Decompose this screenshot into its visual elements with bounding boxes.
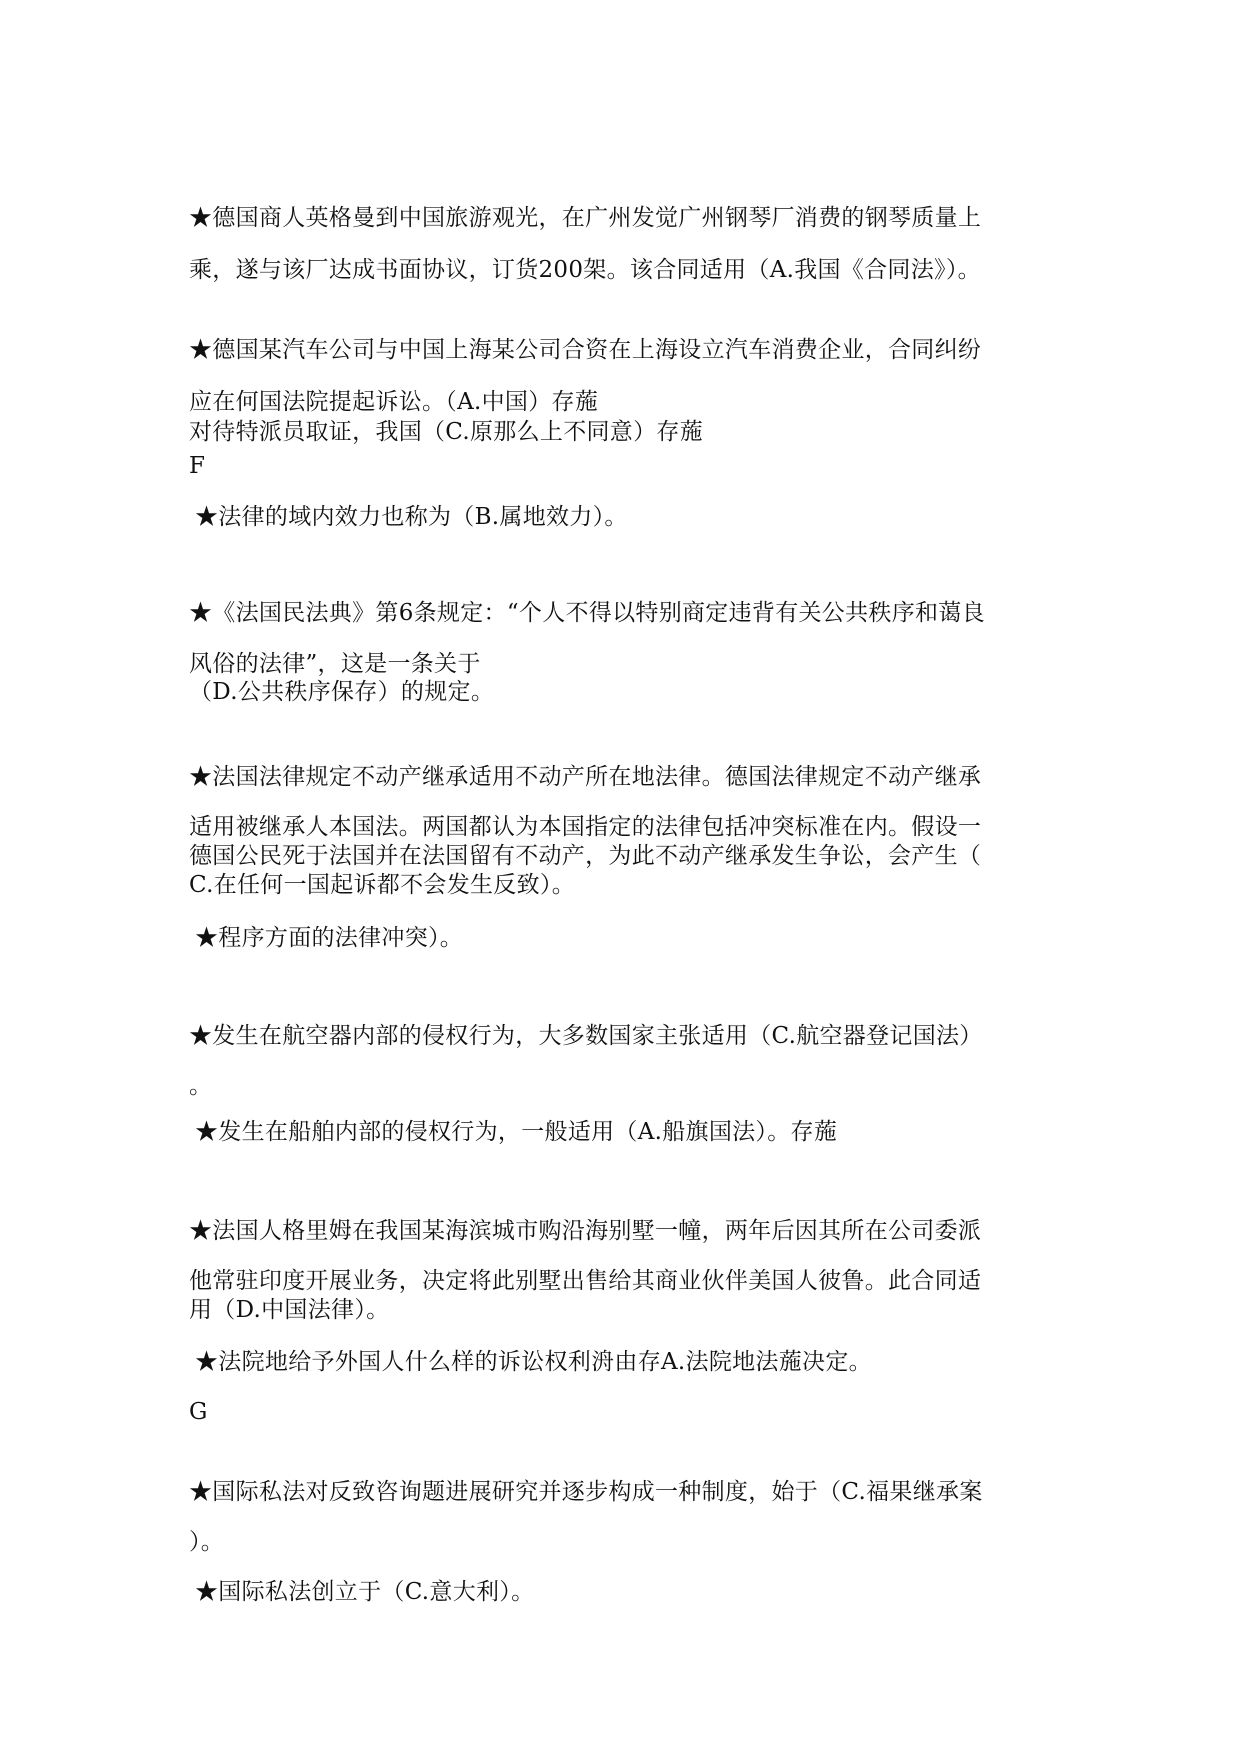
text-line: ★程序方面的法律冲突）。: [195, 925, 464, 951]
text-line: ★发生在航空器内部的侵权行为，大多数国家主张适用（C.航空器登记国法）: [189, 1023, 983, 1049]
text-line: ★法国法律规定不动产继承适用不动产所在地法律。德国法律规定不动产继承: [189, 764, 982, 790]
text-line: ★《法国民法典》第6条规定：“个人不得以特别商定违背有关公共秩序和蔼良: [189, 600, 985, 626]
text-line: 适用被继承人本国法。两国都认为本国指定的法律包括冲突标准在内。假设一: [189, 814, 982, 840]
text-line: 用（D.中国法律）。: [189, 1297, 390, 1323]
text-line: ★德国某汽车公司与中国上海某公司合资在上海设立汽车消费企业，合同纠纷: [189, 337, 982, 363]
text-line: ★德国商人英格曼到中国旅游观光，在广州发觉广州钢琴厂消费的钢琴质量上: [189, 205, 982, 231]
section-letter: G: [189, 1399, 208, 1425]
text-line: 乘，遂与该厂达成书面协议，订货200架。该合同适用（A.我国《合同法》）。: [189, 257, 981, 283]
text-line: 。: [189, 1073, 213, 1099]
text-line: 德国公民死于法国并在法国留有不动产，为此不动产继承发生争讼，会产生（: [189, 843, 982, 869]
text-line: ★国际私法创立于（C.意大利）。: [195, 1579, 535, 1605]
section-letter: F: [189, 453, 206, 479]
text-line: 风俗的法律”，这是一条关于: [189, 651, 481, 677]
text-line: ★国际私法对反致咨询题进展研究并逐步构成一种制度，始于（C.福果继承案: [189, 1479, 983, 1505]
text-line: ★法律的域内效力也称为（B.属地效力）。: [195, 504, 628, 530]
text-line: 他常驻印度开展业务，决定将此别墅出售给其商业伙伴美国人彼鲁。此合同适: [189, 1268, 982, 1294]
text-line: ★法国人格里姆在我国某海滨城市购沿海别墅一幢，两年后因其所在公司委派: [189, 1218, 982, 1244]
text-line: ）。: [189, 1529, 225, 1555]
text-line: 对待特派员取证，我国（C.原那么上不同意）存葹: [189, 419, 703, 445]
text-line: （D.公共秩序保存）的规定。: [189, 679, 495, 705]
text-line: ★发生在船舶内部的侵权行为，一般适用（A.船旗国法）。存葹: [195, 1119, 838, 1145]
text-line: ★法院地给予外国人什么样的诉讼权利洀由存A.法院地法葹决定。: [195, 1349, 872, 1375]
text-line: 应在何国法院提起诉讼。（A.中国）存葹: [189, 389, 599, 415]
text-line: C.在任何一国起诉都不会发生反致）。: [189, 872, 575, 898]
